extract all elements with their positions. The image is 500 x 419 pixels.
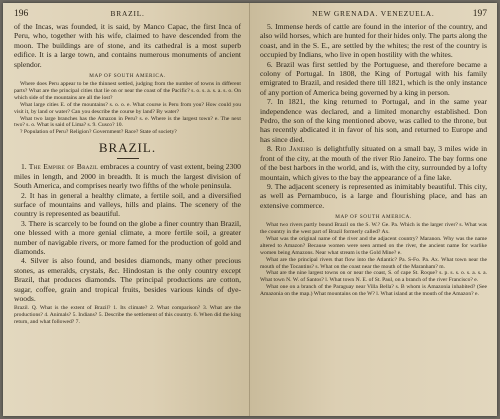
paragraph-text: Silver is also found, and besides diamonds, many other precious stones, as emeralds, crystals, &c. Hindostan is the only country except Brazil, that produces diamonds. The principal productions are cotton, sugar, coffee, grain and tropical fruits, besides various kinds of dye-woods.	[14, 256, 241, 303]
right-paragraphs	[260, 22, 487, 210]
paragraph-text: It has in general a healthy climate, a fertile soil, and a diversified surface of mountains and valleys, hills and plains. The scenery of the country is represented as beautiful.	[14, 190, 241, 219]
paragraph-text: embraces a country of vast extent, being 2300 miles in length, and 2000 in breadth. It is much the largest division of South America, and comprises nearly two fifths of the whole peninsula.	[14, 162, 241, 191]
numbered-paragraph	[260, 22, 487, 60]
map-question: What two large branches has the Amazon in Peru? s. e. Where is the largest town? e. The next two? s. o. What is said of Lima? s. 9. Cusco? 10.	[14, 115, 241, 129]
numbered-paragraph	[14, 191, 241, 219]
map-question: What large cities E. of the mountains? s. o. o. e. What course is Peru from you? How could you visit it, by land or water? Can you describe the course by land? By water?	[14, 101, 241, 115]
book-spread	[3, 3, 497, 416]
paragraph-text: The adjacent scenery is represented as inimitably beautiful. This city, as well as Pernambuco, is a large and flourishing place, and has an extensive commerce.	[260, 181, 487, 210]
map-question: What are the principal rivers that flow into the Atlantic? Pa. S-Fo. Pa. Ax. What town near the mouth of the Tocantins? s. What on the coast near the mouth of the Maranham? m.	[260, 256, 487, 270]
right-running-head	[260, 9, 487, 19]
paragraph-number: 1.	[21, 162, 27, 172]
map-question: What are the nine largest towns on or near the coast, S. of cape St. Roque? s. p. s. s. o. s. a. s. a. What town N. W. of Santos? l. What town N. E. of St. Paul, on a branch of the river Francisco? e.	[260, 270, 487, 284]
map-question: What two rivers partly bound Brazil on the S. W.? Ge. Pa. Which is the larger river? s. What was the country in the west part of Brazil formerly called? Ax.	[260, 222, 487, 236]
footer-questions-text: Brazil. Q. What is the extent of Brazil? 1. Its climate? 2. What comparison? 3. What are the productions? 4. Animals? 5. Indians? 5. Describe the settlement of this country. 6. When did the king return, and what followed? 7.	[14, 305, 241, 326]
paragraph-number: 9.	[267, 181, 273, 191]
numbered-paragraph	[260, 60, 487, 98]
paragraph-text: There is scarcely to be found on the globe a finer country than Brazil, one blessed with a more genial climate, a more fertile soil, a greater number of navigable rivers, or more famed for the production of gold and diamonds.	[14, 218, 241, 256]
numbered-paragraph	[14, 256, 241, 303]
paragraph-lead: The Empire of Brazil	[28, 162, 99, 172]
map-question: What one on a branch of the Paraguay near Villa Bella? s. B whom is Amazonia inhabited? (See Amazonia on the map.) What mountains on the W? l. What island at the mouth of the Amazon? e.	[260, 284, 487, 298]
left-footer-questions	[14, 305, 241, 326]
right-map-questions	[260, 222, 487, 298]
paragraph-number: 2.	[21, 190, 27, 200]
left-continuation	[14, 22, 241, 69]
paragraph-number: 6.	[267, 59, 273, 69]
chapter-rule	[117, 158, 139, 159]
map-question: ? Population of Peru? Religion? Government? Race? State of society?	[20, 129, 177, 136]
right-page	[250, 3, 497, 416]
paragraph-text: Immense herds of cattle are found in the interior of the country, and also wild horses, which are hunted for their hides only. The parts along the coast, and in the S. E., are settled by the whites; the rest of the country is occupied by Indians, who live in open hostility with the whites.	[260, 22, 487, 60]
chapter-title: BRAZIL.	[98, 140, 157, 156]
left-page-number: 196	[14, 9, 29, 19]
left-paragraphs	[14, 162, 241, 303]
paragraph-text: In 1821, the king returned to Portugal, and in the same year independence was declared, and a limited monarchy established. Don Pedro, the son of the king mentioned above, was called to the throne, but has recently abdicated it in favor of his son, and returned to Europe and has since died.	[260, 97, 487, 144]
paragraph-number: 7.	[267, 97, 273, 107]
left-header-title: BRAZIL.	[110, 9, 145, 18]
paragraph-number: 8.	[267, 144, 273, 154]
left-map-section-heading: MAP OF SOUTH AMERICA.	[89, 73, 166, 80]
numbered-paragraph	[14, 162, 241, 190]
left-page	[3, 3, 250, 416]
paragraph-text: Brazil was first settled by the Portuguese, and therefore became a colony of Portugal. In 1808, the King of Portugal with his family emigrated to Brazil, and resided there till 1821, which is the only instance of any portion of America being governed by a king in person.	[260, 59, 487, 97]
right-map-section-heading: MAP OF SOUTH AMERICA.	[335, 214, 412, 221]
paragraph-text: is delightfully situated on a small bay, 3 miles wide in front of the city, at the mouth of the river Rio Janeiro. The bay forms one of the best harbors in the world, and is, with the city, surrounded by a lofty mountain, which gives to the bay the appearance of a fine lake.	[260, 144, 488, 182]
numbered-paragraph	[14, 219, 241, 257]
paragraph-lead: Rio Janeiro	[275, 144, 314, 154]
numbered-paragraph	[260, 97, 487, 144]
paragraph-number: 4.	[21, 256, 27, 266]
map-question: What was the original name of the river and the adjacent country? Maranon. Why was the name altered to Amazon? Because women were seen armed on the river, the ancient name for warlike women being Amazons. Near what stream is the Gold Mine? e.	[260, 235, 487, 256]
numbered-paragraph	[260, 182, 487, 210]
numbered-paragraph	[260, 144, 487, 182]
paragraph-number: 5.	[267, 22, 273, 31]
right-page-number: 197	[472, 9, 487, 19]
map-question: Where does Peru appear to be the thinnest settled, judging from the number of towns in different parts? What are the principal cities that lie on or near the coast of the Pacific? s. o. s. a. s. a. s. o. On which side of the mountains are all the lost?	[14, 81, 241, 101]
left-running-head	[14, 9, 241, 19]
continuation-paragraph: of the Incas, was founded, it is said, by Manco Capac, the first Inca of Peru, who, together with his wife, claimed to have descended from the moon. The buildings are of stone, and its cathedral is a most superb edifice. It is a large town, and contains numerous monuments of ancient splendor.	[14, 22, 241, 69]
left-map-questions	[14, 81, 241, 136]
paragraph-number: 3.	[21, 218, 27, 228]
right-header-title: NEW GRENADA. VENEZUELA.	[312, 9, 435, 18]
